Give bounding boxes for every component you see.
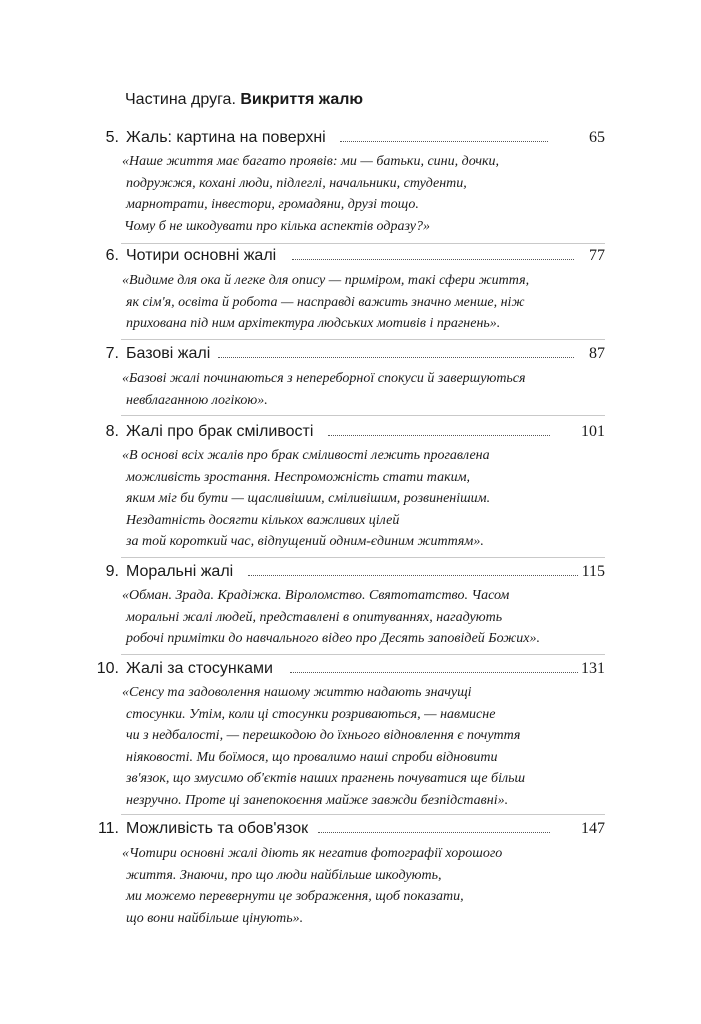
- toc-entry-8[interactable]: [0, 421, 701, 443]
- quote-line: «Видиме для ока й легке для опису — приміром, такі сфери життя,: [122, 273, 530, 288]
- separator: [121, 557, 605, 558]
- chapter-title: Моральні жалі: [126, 563, 234, 580]
- quote-line: чи з недбалості, — перешкодою до їхнього відновлення є почуття: [126, 728, 521, 743]
- quote-line: стосунки. Утім, коли ці стосунки розриваються, — навмисне: [126, 706, 496, 722]
- chapter-quote-9: [122, 585, 540, 650]
- quote-line: робочі примітки до навчального відео про Десять заповідей Божих».: [126, 631, 540, 646]
- quote-line: марнотрати, інвестори, громадяни, друзі тощо.: [126, 197, 419, 212]
- quote-line: ми можемо перевернути це зображення, щоб показати,: [126, 889, 464, 904]
- toc-entry-7[interactable]: [0, 343, 701, 365]
- quote-line: подружжя, кохані люди, підлеглі, начальники, студенти,: [126, 175, 467, 191]
- page-number: 101: [581, 423, 605, 440]
- quote-line: невблаганною логікою».: [126, 392, 268, 408]
- separator: [121, 814, 605, 815]
- page-number: 87: [589, 345, 605, 362]
- chapter-title: Базові жалі: [126, 345, 211, 362]
- chapter-quote-6: [122, 270, 529, 335]
- separator: [121, 339, 605, 340]
- separator: [121, 654, 605, 655]
- quote-line: Нездатність досягти кількох важливих цілей: [126, 512, 400, 528]
- chapter-quote-5: [122, 151, 499, 237]
- quote-line: можливість зростання. Неспроможність стати таким,: [126, 469, 471, 485]
- part-title: Викриття жалю: [240, 91, 364, 108]
- quote-line: «Чотири основні жалі діють як негатив фотографії хорошого: [122, 846, 503, 861]
- dot-leader: [328, 435, 550, 436]
- toc-entry-5[interactable]: [0, 127, 701, 149]
- separator: [121, 243, 605, 244]
- dot-leader: [290, 672, 578, 673]
- chapter-quote-7: [122, 368, 526, 411]
- quote-line: «В основі всіх жалів про брак сміливості лежить прогавлена: [122, 448, 490, 463]
- toc-entry-9[interactable]: [0, 561, 701, 583]
- quote-line: моральні жалі людей, представлені в опитуваннях, нагадують: [126, 609, 503, 625]
- chapter-title: Можливість та обов'язок: [126, 820, 309, 837]
- quote-line: яким міг би бути — щасливішим, сміливішим, розвиненішим.: [126, 491, 491, 506]
- quote-line: «Базові жалі починаються з непереборної спокуси й завершуються: [122, 371, 526, 386]
- chapter-number: 7.: [105, 345, 119, 362]
- quote-line: «Сенсу та задоволення нашому життю надають значущі: [122, 685, 472, 700]
- chapter-title: Жалі за стосунками: [126, 660, 273, 677]
- quote-line: Чому б не шкодувати про кілька аспектів одразу?»: [124, 218, 431, 234]
- quote-line: прихована під ним архітектура людських мотивів і прагнень».: [126, 316, 501, 331]
- dot-leader: [292, 259, 574, 260]
- separator: [121, 415, 605, 416]
- quote-line: зв'язок, що змусимо об'єктів наших прагнень почуватися ще більш: [126, 771, 526, 786]
- quote-line: як сім'я, освіта й робота — насправді важить значно менше, ніж: [126, 294, 525, 310]
- chapter-number: 11.: [97, 820, 119, 837]
- quote-line: ніяковості. Ми боїмося, що провалимо наші спроби відновити: [126, 749, 498, 765]
- chapter-quote-10: [122, 682, 525, 811]
- page-number: 131: [581, 660, 605, 677]
- toc-entry-10[interactable]: [0, 658, 701, 680]
- dot-leader: [248, 575, 578, 576]
- part-heading: [125, 90, 363, 110]
- page-number: 65: [589, 129, 605, 146]
- chapter-quote-11: [122, 843, 502, 929]
- page-number: 77: [589, 247, 605, 264]
- chapter-number: 9.: [105, 563, 119, 580]
- page-number: 147: [581, 820, 605, 837]
- dot-leader: [340, 141, 548, 142]
- page-number: 115: [581, 563, 605, 580]
- quote-line: «Наше життя має багато проявів: ми — батьки, сини, дочки,: [122, 154, 500, 169]
- chapter-title: Жалі про брак сміливості: [126, 423, 314, 440]
- part-prefix: Частина друга.: [125, 91, 236, 108]
- chapter-title: Жаль: картина на поверхні: [126, 129, 326, 146]
- quote-line: за той короткий час, відпущений одним-єдиним життям».: [126, 534, 484, 549]
- chapter-number: 5.: [105, 129, 119, 146]
- quote-line: життя. Знаючи, про що люди найбільше шкодують,: [126, 867, 442, 883]
- dot-leader: [318, 832, 550, 833]
- chapter-number: 6.: [105, 247, 119, 264]
- chapter-title: Чотири основні жалі: [126, 247, 277, 264]
- chapter-number: 10.: [96, 660, 119, 677]
- toc-entry-11[interactable]: [0, 818, 701, 840]
- chapter-number: 8.: [105, 423, 119, 440]
- quote-line: що вони найбільше цінують».: [126, 910, 304, 926]
- toc-entry-6[interactable]: [0, 245, 701, 267]
- chapter-quote-8: [122, 445, 490, 553]
- quote-line: незручно. Проте ці занепокоєння майже завжди безпідставні».: [126, 792, 509, 808]
- dot-leader: [218, 357, 574, 358]
- quote-line: «Обман. Зрада. Крадіжка. Віроломство. Святотатство. Часом: [122, 588, 510, 603]
